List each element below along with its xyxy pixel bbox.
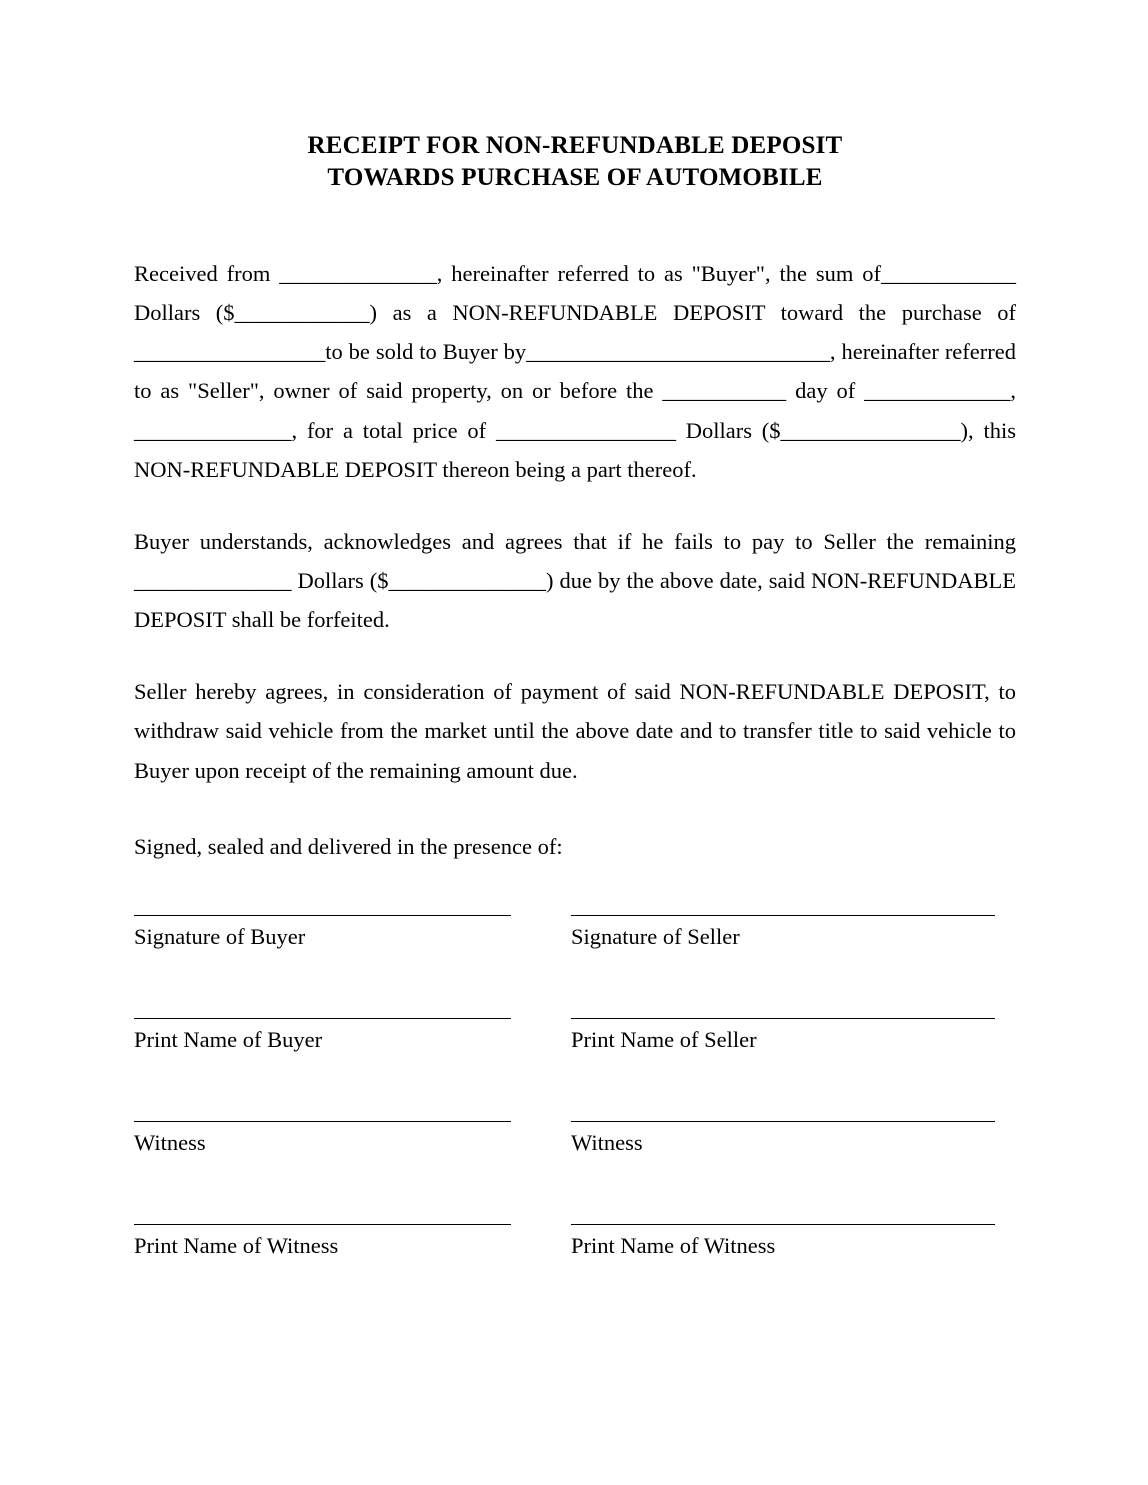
signature-label: Witness <box>571 1130 643 1155</box>
signature-row <box>134 1018 1016 1121</box>
paragraph-forfeiture: Buyer understands, acknowledges and agrees that if he fails to pay to Seller the remaining ______________ Dollars ($______________) due by the above date, said NON-REFUNDABLE DEPOSIT shall be forfeited. <box>134 528 1016 633</box>
signature-line[interactable] <box>134 1224 511 1225</box>
paragraph-seller-agreement: Seller hereby agrees, in consideration of payment of said NON-REFUNDABLE DEPOSIT, to withdraw said vehicle from the market until the above date and to transfer title to said vehicle to Buyer upon receipt of the remaining amount due. <box>134 679 1016 783</box>
signature-label: Witness <box>134 1130 206 1155</box>
print-name-witness-field-right[interactable] <box>571 1224 995 1260</box>
signature-label: Print Name of Seller <box>571 1027 757 1052</box>
signature-label: Signature of Buyer <box>134 924 306 949</box>
witness-field-left[interactable] <box>134 1121 511 1157</box>
signature-label: Print Name of Buyer <box>134 1027 323 1052</box>
signature-label: Signature of Seller <box>571 924 740 949</box>
signature-field-buyer[interactable] <box>134 915 511 951</box>
signature-line[interactable] <box>134 915 511 916</box>
signature-row <box>134 915 1016 1018</box>
signature-label: Print Name of Witness <box>134 1233 339 1258</box>
signature-line[interactable] <box>134 1121 511 1122</box>
signature-section <box>134 915 1016 1327</box>
signature-label: Print Name of Witness <box>571 1233 776 1258</box>
document-title <box>134 130 1016 194</box>
signature-line[interactable] <box>571 1018 995 1019</box>
print-name-witness-field-left[interactable] <box>134 1224 511 1260</box>
print-name-field-buyer[interactable] <box>134 1018 511 1054</box>
signed-statement: Signed, sealed and delivered in the presence of: <box>134 833 563 859</box>
document-title-line1: RECEIPT FOR NON-REFUNDABLE DEPOSIT <box>307 132 843 159</box>
paragraph-deposit-details: Received from ______________, hereinafter referred to as "Buyer", the sum of____________ Dollars ($____________) as a NON-REFUNDABLE DEPOSIT toward the purchase of _________________to be sold to Buyer by___________________________, hereinafter referred to as "Seller", owner of said property, on or before the ___________ day of _____________, ______________, for a total price of ________________ Dollars ($________________), this NON-REFUNDABLE DEPOSIT thereon being a part thereof. <box>134 261 1016 482</box>
print-name-field-seller[interactable] <box>571 1018 995 1054</box>
signature-line[interactable] <box>134 1018 511 1019</box>
signature-line[interactable] <box>571 1224 995 1225</box>
signature-line[interactable] <box>571 915 995 916</box>
signature-row <box>134 1224 1016 1327</box>
document-body <box>134 130 1016 866</box>
signature-field-seller[interactable] <box>571 915 995 951</box>
signature-row <box>134 1121 1016 1224</box>
witness-field-right[interactable] <box>571 1121 995 1157</box>
signature-line[interactable] <box>571 1121 995 1122</box>
document-title-line2: TOWARDS PURCHASE OF AUTOMOBILE <box>327 164 823 191</box>
